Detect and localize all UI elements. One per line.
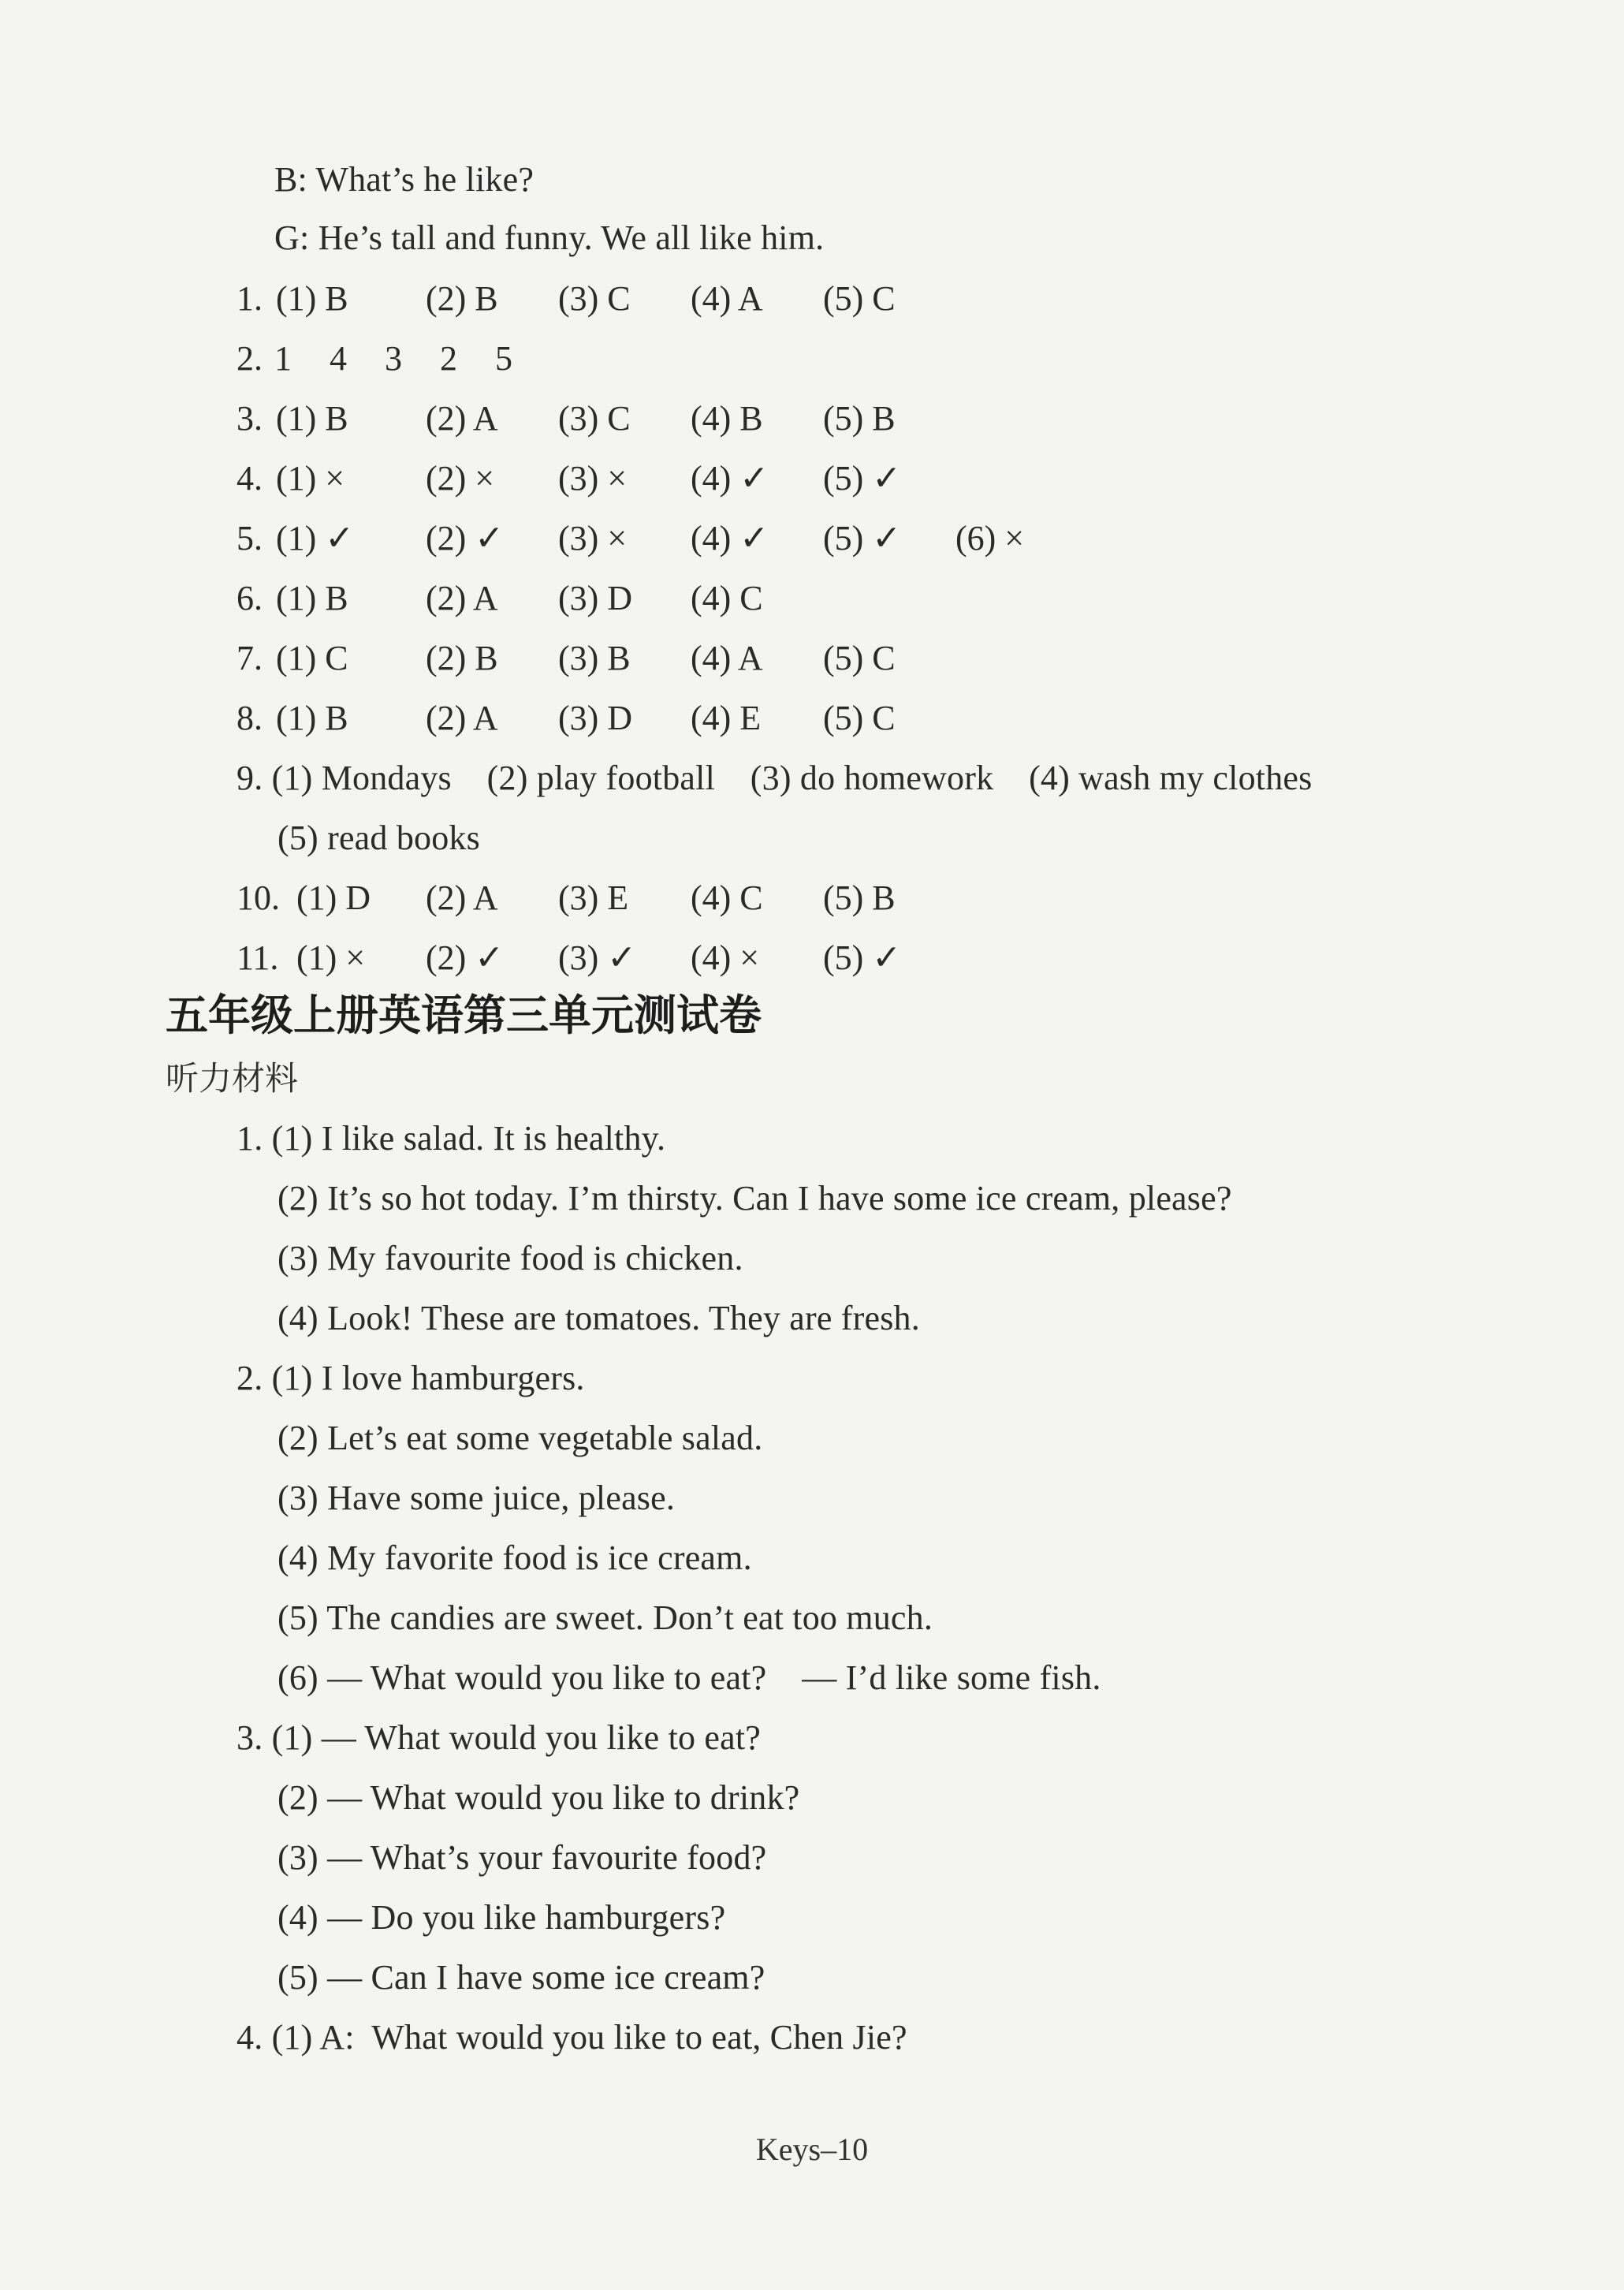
- answer-item: (3) ✓: [558, 938, 637, 977]
- answer-item: (5) ✓: [823, 459, 902, 498]
- answer-item: 5: [495, 339, 512, 378]
- answer-item: (2) A: [426, 579, 498, 617]
- answer-item: (2) B: [426, 279, 498, 318]
- listening-line: (3) Have some juice, please.: [277, 1479, 676, 1517]
- answer-item: 1: [274, 339, 292, 378]
- answer-item: (1) B: [276, 579, 348, 617]
- answer-item: 3: [385, 339, 402, 378]
- answer-item: (2) ×: [426, 459, 495, 498]
- answer-item: (2) ✓: [426, 519, 505, 558]
- listening-line: (2) — What would you like to drink?: [277, 1778, 800, 1817]
- answer-item: (4) C: [691, 878, 763, 917]
- answer-item: (5) C: [823, 279, 896, 318]
- question-number: 11.: [237, 938, 279, 977]
- answer-item: (2) A: [426, 699, 498, 737]
- page-number: Keys–10: [755, 2131, 869, 2167]
- answer-item: (5) C: [823, 639, 896, 677]
- answer-item: (4) C: [691, 579, 763, 617]
- answer-item: (3) ×: [558, 519, 628, 558]
- question-number: 4.: [237, 459, 263, 498]
- answer-item: (4) ×: [691, 938, 760, 977]
- dialogue-line: G: He’s tall and funny. We all like him.: [274, 218, 825, 257]
- answer-item: (3) D: [558, 699, 633, 737]
- question-number: 5.: [237, 519, 263, 558]
- answer-item: (5) B: [823, 399, 896, 438]
- answer-item: (2) A: [426, 878, 498, 917]
- question-number: 6.: [237, 579, 263, 617]
- answer-item: (3) C: [558, 399, 631, 438]
- listening-line: (4) Look! These are tomatoes. They are fresh.: [277, 1299, 920, 1337]
- answer-item: (2) A: [426, 399, 498, 438]
- listening-line: (3) — What’s your favourite food?: [277, 1838, 767, 1877]
- answer-item: (2) B: [426, 639, 498, 677]
- answer-item: (1) D: [296, 878, 371, 917]
- listening-line: (3) My favourite food is chicken.: [277, 1239, 743, 1277]
- answer-item: (3) E: [558, 878, 629, 917]
- answer-item: (1) ×: [296, 938, 366, 977]
- answer-item: (1) B: [276, 279, 348, 318]
- question-number: 3.: [237, 399, 263, 438]
- listening-line: 3. (1) — What would you like to eat?: [237, 1718, 762, 1757]
- listening-line: (4) My favorite food is ice cream.: [277, 1538, 752, 1577]
- listening-line: (6) — What would you like to eat? — I’d like some fish.: [277, 1658, 1101, 1697]
- answer-item: 2: [440, 339, 457, 378]
- answer-item: (4) A: [691, 279, 763, 318]
- question-number: 7.: [237, 639, 263, 677]
- question-number: 10.: [237, 878, 280, 917]
- answer-item: (1) ✓: [276, 519, 355, 558]
- answer-item: (5) C: [823, 699, 896, 737]
- listening-line: (4) — Do you like hamburgers?: [277, 1898, 726, 1937]
- answer-item: (1) B: [276, 399, 348, 438]
- answer-item: (4) ✓: [691, 519, 769, 558]
- listening-line: 2. (1) I love hamburgers.: [237, 1359, 585, 1397]
- answer-item: (4) B: [691, 399, 763, 438]
- listening-line: (5) The candies are sweet. Don’t eat too much.: [277, 1598, 933, 1637]
- answer-item: (3) ×: [558, 459, 628, 498]
- listening-label: 听力材料: [166, 1059, 299, 1098]
- answer-item: (3) C: [558, 279, 631, 318]
- question-number: 1.: [237, 279, 263, 318]
- listening-line: 1. (1) I like salad. It is healthy.: [237, 1119, 666, 1158]
- answer-item: (5) B: [823, 878, 896, 917]
- answer-item: (1) ×: [276, 459, 345, 498]
- answer-item: (3) D: [558, 579, 633, 617]
- answer-item: (3) B: [558, 639, 631, 677]
- listening-line: (5) — Can I have some ice cream?: [277, 1958, 765, 1997]
- answer-row-9: 9. (1) Mondays (2) play football (3) do homework (4) wash my clothes: [237, 759, 1313, 797]
- answer-item: (2) ✓: [426, 938, 505, 977]
- listening-line: 4. (1) A: What would you like to eat, Chen Jie?: [237, 2018, 907, 2057]
- answer-item: (4) A: [691, 639, 763, 677]
- answer-item: (5) ✓: [823, 519, 902, 558]
- answer-item: (1) B: [276, 699, 348, 737]
- listening-line: (2) Let’s eat some vegetable salad.: [277, 1419, 763, 1457]
- answer-item: (6) ×: [955, 519, 1025, 558]
- answer-item: (4) E: [691, 699, 762, 737]
- section-title: 五年级上册英语第三单元测试卷: [166, 990, 762, 1040]
- answer-item: (5) ✓: [823, 938, 902, 977]
- question-number: 2.: [237, 339, 263, 378]
- dialogue-line: B: What’s he like?: [274, 160, 535, 199]
- answer-item: (4) ✓: [691, 459, 769, 498]
- answer-item: (1) C: [276, 639, 348, 677]
- listening-line: (2) It’s so hot today. I’m thirsty. Can I have some ice cream, please?: [277, 1179, 1232, 1218]
- question-number: 8.: [237, 699, 263, 737]
- answer-item: 4: [330, 339, 347, 378]
- answer-row-9-cont: (5) read books: [277, 819, 480, 857]
